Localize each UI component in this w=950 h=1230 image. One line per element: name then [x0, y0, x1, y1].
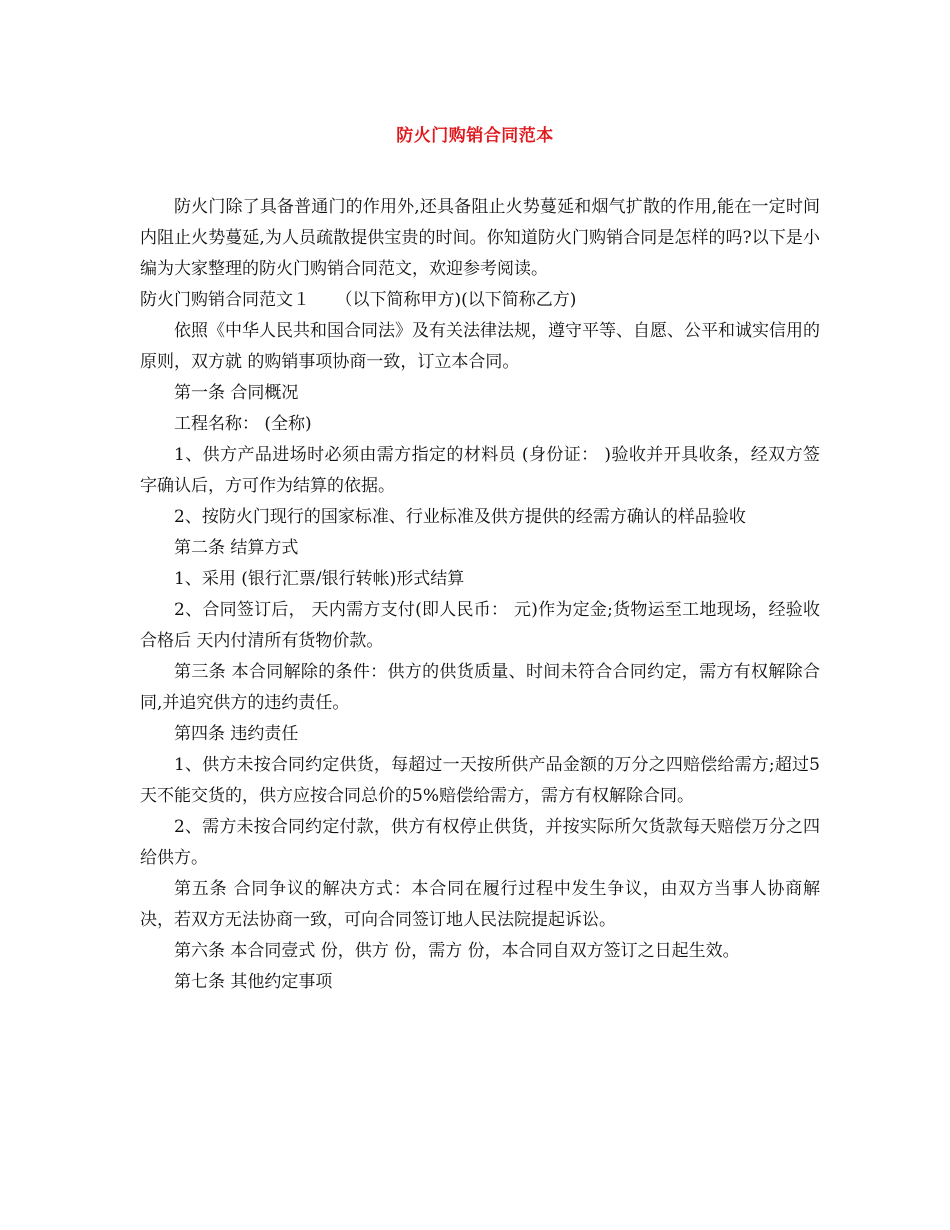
article-2-item-1: 1、采用 (银行汇票/银行转帐)形式结算: [174, 569, 465, 589]
project-name-line: 工程名称： (全称): [174, 414, 312, 434]
document-body: [140, 192, 820, 998]
article-4-item-2: 2、需方未按合同约定付款，供方有权停止供货，并按实际所欠货款每天赔偿万分之四给供方。: [140, 817, 820, 868]
article-5-paragraph: 第五条 合同争议的解决方式：本合同在履行过程中发生争议，由双方当事人协商解决，若双方无法协商一致，可向合同签订地人民法院提起诉讼。: [140, 879, 820, 930]
article-4-heading: 第四条 违约责任: [174, 724, 299, 744]
article-6-paragraph: 第六条 本合同壹式 份，供方 份，需方 份，本合同自双方签订之日起生效。: [174, 941, 740, 961]
preamble-paragraph: 依照《中华人民共和国合同法》及有关法律法规，遵守平等、自愿、公平和诚实信用的原则，双方就 的购销事项协商一致，订立本合同。: [140, 321, 820, 372]
article-1-heading: 第一条 合同概况: [174, 383, 299, 403]
article-2-heading: 第二条 结算方式: [174, 538, 299, 558]
article-1-item-2: 2、按防火门现行的国家标准、行业标准及供方提供的经需方确认的样品验收: [174, 507, 746, 527]
document-title: 防火门购销合同范本: [396, 126, 554, 146]
article-1-item-1: 1、供方产品进场时必须由需方指定的材料员 (身份证： )验收并开具收条，经双方签字确认后，方可作为结算的依据。: [140, 445, 820, 496]
article-4-item-1: 1、供方未按合同约定供货，每超过一天按所供产品金额的万分之四赔偿给需方;超过5天不能交货的，供方应按合同总价的5%赔偿给需方，需方有权解除合同。: [140, 755, 820, 806]
article-3-paragraph: 第三条 本合同解除的条件：供方的供货质量、时间未符合合同约定，需方有权解除合同,并追究供方的违约责任。: [140, 662, 820, 713]
article-7-heading: 第七条 其他约定事项: [174, 972, 333, 992]
article-2-item-2: 2、合同签订后， 天内需方支付(即人民币： 元)作为定金;货物运至工地现场，经验收合格后 天内付清所有货物价款。: [140, 600, 820, 651]
sample-heading: 防火门购销合同范文１ （以下简称甲方)(以下简称乙方): [140, 290, 577, 310]
intro-paragraph: 防火门除了具备普通门的作用外,还具备阻止火势蔓延和烟气扩散的作用,能在一定时间内阻止火势蔓延,为人员疏散提供宝贵的时间。你知道防火门购销合同是怎样的吗?以下是小编为大家整理的防火门购销合同范文，欢迎参考阅读。: [140, 197, 820, 279]
